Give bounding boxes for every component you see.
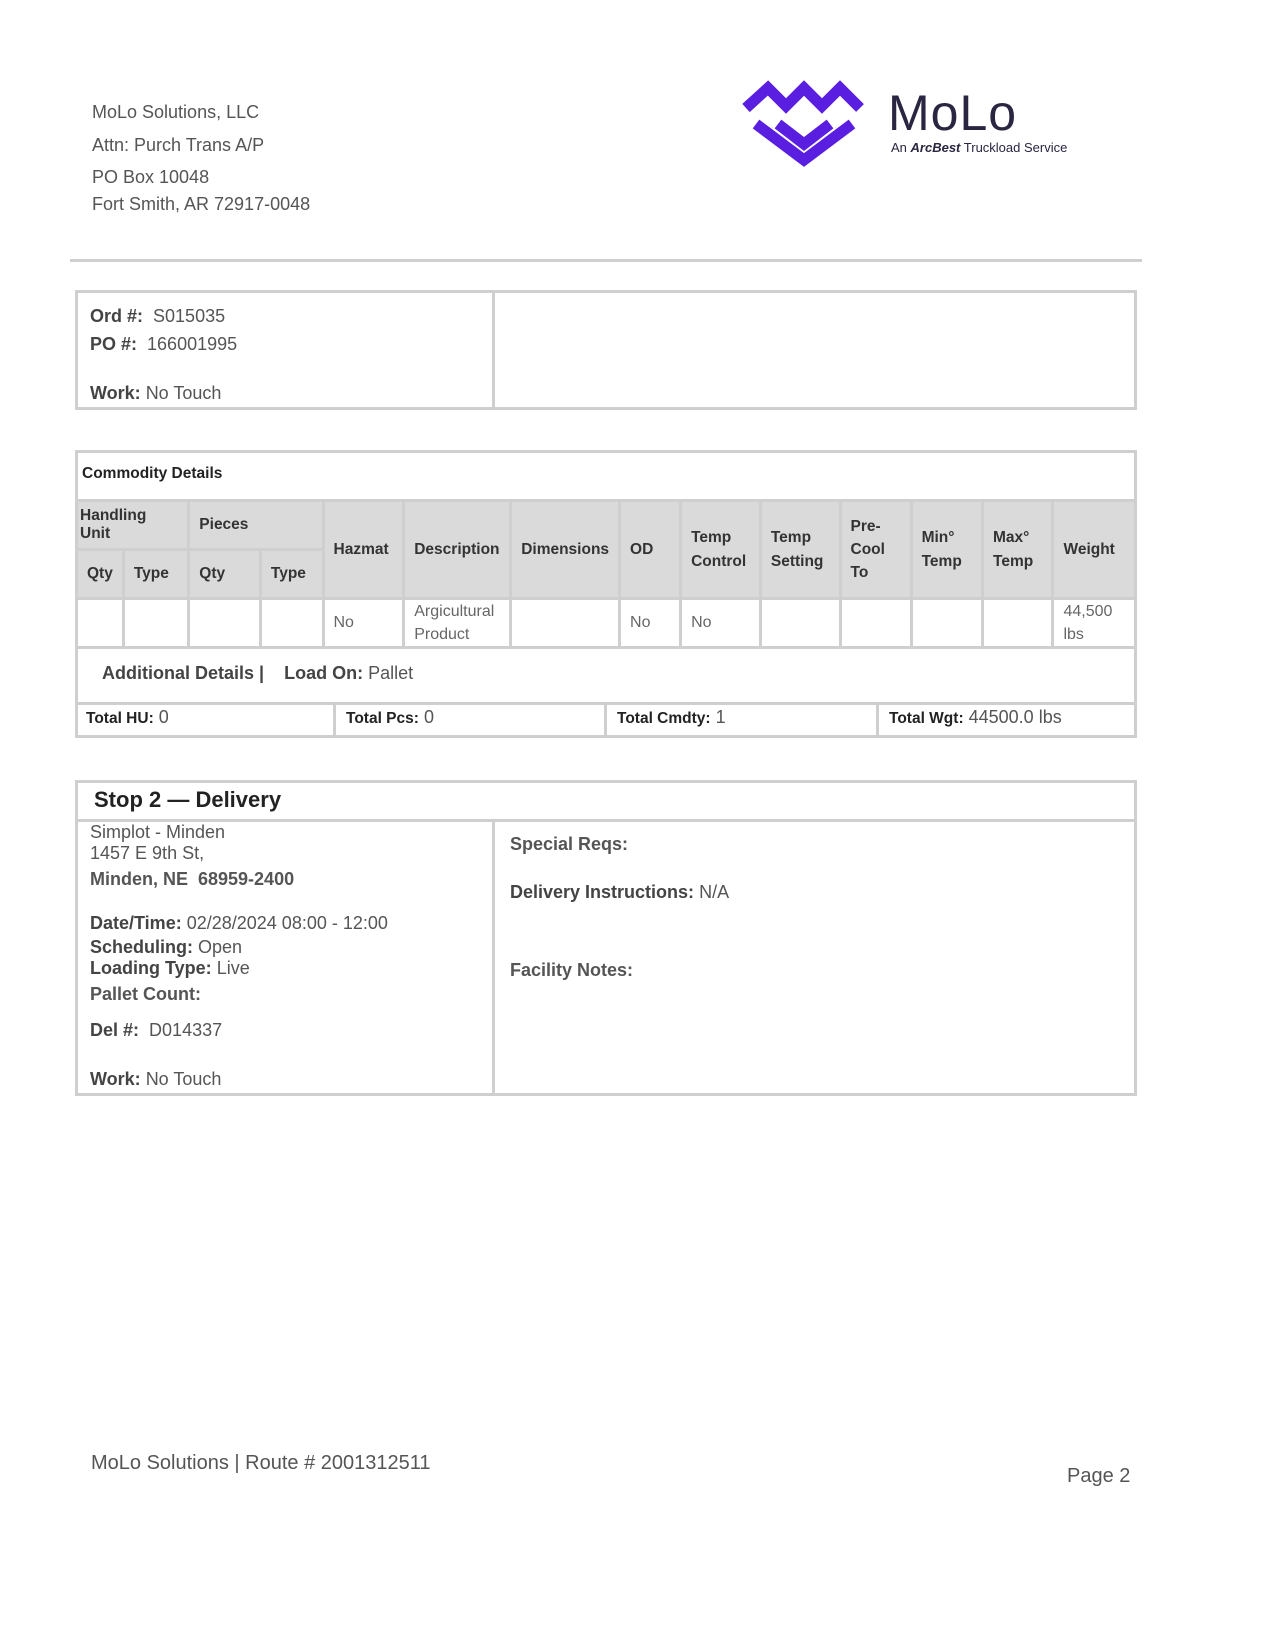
th-max-temp-line2: Temp — [993, 552, 1034, 570]
th-weight: Weight — [1053, 501, 1136, 599]
load-on-value: Pallet — [368, 663, 414, 683]
footer-route: MoLo Solutions | Route # 2001312511 — [91, 1452, 431, 1474]
total-hu — [86, 707, 169, 728]
delivery-instructions-label: Delivery Instructions: — [510, 882, 695, 902]
stop-datetime — [90, 913, 388, 934]
special-reqs-label: Special Reqs: — [510, 834, 629, 854]
sender-attn: Attn: Purch Trans A/P — [92, 135, 265, 155]
logo-tagline — [891, 140, 1067, 155]
stop-pallet-count-label: Pallet Count: — [90, 984, 201, 1004]
th-precool-line2: Cool — [850, 541, 885, 558]
stop-scheduling-label: Scheduling: — [90, 937, 193, 957]
stop-scheduling — [90, 937, 242, 958]
total-cmdty-value: 1 — [715, 707, 726, 727]
stop-del-label: Del #: — [90, 1020, 140, 1040]
stop-loading-label: Loading Type: — [90, 958, 212, 978]
th-temp-setting-line1: Temp — [770, 528, 812, 546]
th-temp-control — [681, 501, 761, 599]
stop-work — [90, 1069, 221, 1090]
delivery-instructions-value: N/A — [699, 882, 730, 902]
td-description — [404, 599, 511, 648]
footer-page: Page 2 — [1067, 1465, 1131, 1487]
th-min-temp-line1: Min° — [921, 528, 955, 546]
additional-details-label: Additional Details | — [102, 663, 265, 683]
td-temp-setting — [760, 599, 840, 648]
total-wgt-label: Total Wgt: — [889, 710, 964, 727]
th-hu-qty: Qty — [77, 550, 124, 599]
stop-work-value: No Touch — [145, 1069, 222, 1089]
td-weight-line2: lbs — [1063, 626, 1084, 643]
th-temp-control-line1: Temp — [691, 528, 732, 546]
order-work-value: No Touch — [145, 383, 222, 403]
logo-tagline-pre: An — [891, 140, 907, 155]
commodity-header-row-1 — [77, 501, 1136, 550]
th-precool — [840, 501, 911, 599]
ord-label: Ord #: — [90, 306, 144, 326]
td-max-temp — [983, 599, 1053, 648]
po-value: 166001995 — [147, 334, 238, 354]
total-pcs-label: Total Pcs: — [346, 710, 419, 727]
stop-column-divider — [492, 819, 495, 1096]
commodity-title: Commodity Details — [82, 465, 223, 482]
stop-datetime-value: 02/28/2024 08:00 - 12:00 — [186, 913, 388, 933]
th-hazmat: Hazmat — [323, 501, 404, 599]
stop-loading-type — [90, 958, 250, 979]
molo-logo-mark-icon — [738, 80, 868, 170]
sender-name: MoLo Solutions, LLC — [92, 102, 260, 122]
table-row — [77, 599, 1136, 648]
td-description-line2: Product — [414, 626, 470, 643]
load-on-label: Load On: — [284, 663, 364, 683]
th-dimensions: Dimensions — [511, 501, 620, 599]
stop-scheduling-value: Open — [198, 937, 243, 957]
ord-value: S015035 — [153, 306, 226, 326]
td-hu-type — [123, 599, 188, 648]
td-description-line1: Argicultural — [414, 603, 495, 620]
stop-city: Minden, NE 68959-2400 — [90, 869, 295, 889]
facility-notes-label: Facility Notes: — [510, 960, 634, 980]
order-box-divider — [492, 290, 495, 410]
ord-number — [90, 306, 225, 327]
total-hu-label: Total HU: — [86, 710, 154, 727]
td-hazmat: No — [323, 599, 404, 648]
th-precool-line1: Pre- — [850, 518, 881, 535]
td-precool — [840, 599, 911, 648]
molo-logo — [738, 80, 1098, 170]
logo-tagline-post: Truckload Service — [963, 140, 1068, 155]
order-work — [90, 383, 221, 404]
stop-loading-value: Live — [216, 958, 250, 978]
totals-divider-2 — [604, 702, 607, 738]
header-divider — [70, 259, 1142, 262]
td-pc-type — [260, 599, 323, 648]
th-min-temp-line2: Temp — [921, 552, 962, 570]
stop-title: Stop 2 — Delivery — [94, 787, 282, 812]
th-pieces: Pieces — [189, 501, 323, 550]
stop-street: 1457 E 9th St, — [90, 843, 205, 863]
po-label: PO #: — [90, 334, 138, 354]
th-hu-type: Type — [123, 550, 188, 599]
th-max-temp — [983, 501, 1053, 599]
td-pc-qty — [189, 599, 261, 648]
th-temp-control-line2: Control — [691, 552, 747, 570]
stop-title-divider — [75, 819, 1137, 822]
total-wgt-value: 44500.0 lbs — [968, 707, 1062, 727]
th-handling-unit: Handling Unit — [77, 501, 189, 550]
total-cmdty — [617, 707, 726, 728]
po-number — [90, 334, 237, 355]
total-pcs — [346, 707, 434, 728]
th-description: Description — [404, 501, 511, 599]
total-hu-value: 0 — [158, 707, 169, 727]
th-max-temp-line1: Max° — [993, 528, 1030, 546]
logo-brand: MoLo — [888, 85, 1018, 141]
sender-city: Fort Smith, AR 72917-0048 — [92, 194, 311, 214]
stop-del-number — [90, 1020, 222, 1041]
th-temp-setting — [760, 501, 840, 599]
additional-details — [102, 663, 413, 684]
th-min-temp — [911, 501, 982, 599]
total-pcs-value: 0 — [423, 707, 434, 727]
stop-datetime-label: Date/Time: — [90, 913, 182, 933]
td-temp-control: No — [681, 599, 761, 648]
logo-tagline-brand: ArcBest — [910, 140, 961, 155]
th-temp-setting-line2: Setting — [770, 552, 824, 570]
td-weight-line1: 44,500 — [1063, 603, 1113, 620]
th-pc-qty: Qty — [189, 550, 261, 599]
td-dimensions — [511, 599, 620, 648]
commodity-table — [75, 499, 1137, 649]
td-min-temp — [911, 599, 982, 648]
delivery-instructions — [510, 882, 729, 903]
td-weight — [1053, 599, 1136, 648]
totals-divider-3 — [876, 702, 879, 738]
td-od: No — [620, 599, 681, 648]
stop-facility: Simplot - Minden — [90, 822, 226, 842]
stop-del-value: D014337 — [149, 1020, 223, 1040]
th-pc-type: Type — [260, 550, 323, 599]
th-od: OD — [620, 501, 681, 599]
order-work-label: Work: — [90, 383, 141, 403]
stop-work-label: Work: — [90, 1069, 141, 1089]
td-hu-qty — [77, 599, 124, 648]
sender-po-box: PO Box 10048 — [92, 167, 210, 187]
totals-divider-1 — [333, 702, 336, 738]
th-precool-line3: To — [850, 564, 869, 581]
total-wgt — [889, 707, 1062, 728]
total-cmdty-label: Total Cmdty: — [617, 710, 711, 727]
